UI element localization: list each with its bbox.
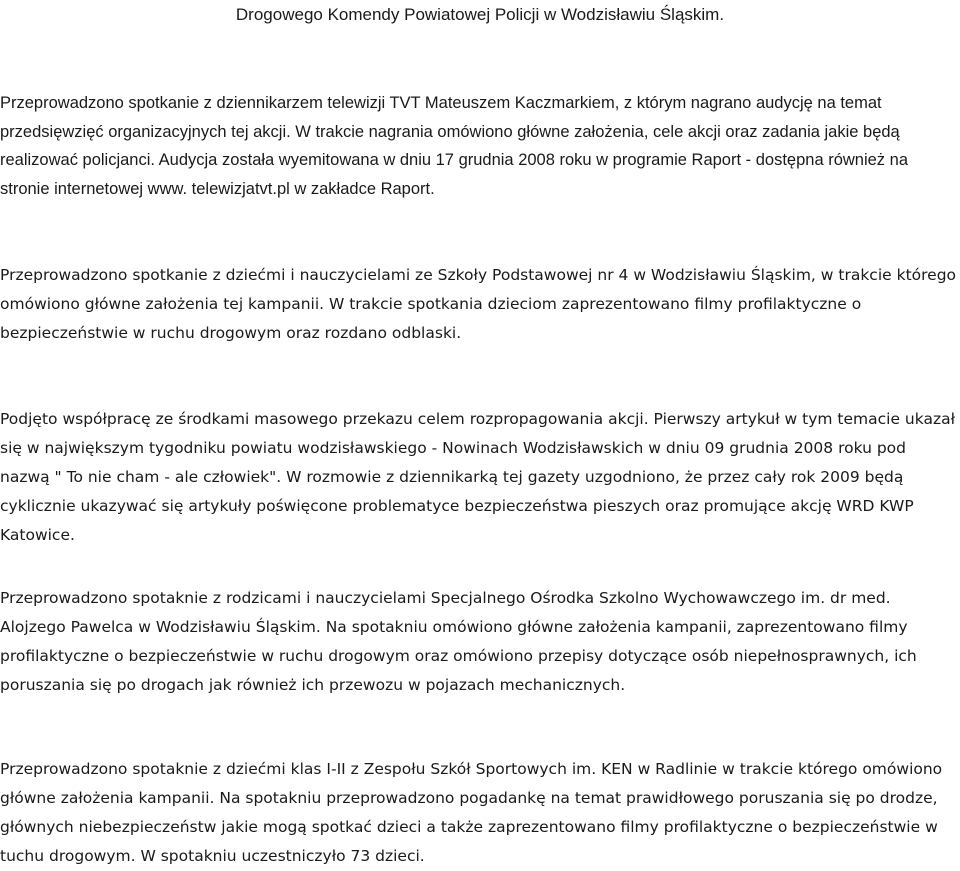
paragraph-media-cooperation: Podjęto współpracę ze środkami masowego przekazu celem rozpropagowania akcji. Pierwszy artykuł w tym temacie ukazał się w największym tygodniku powiatu wodzisławskiego - Nowinach Wodzisławskich w dniu 09 grudnia 2008 roku pod nazwą " To nie cham - ale człowiek". W rozmowie z dziennikarką tej gazety uzgodniono, że przez cały rok 2009 będą cyklicznie ukazywać się artykuły poświęcone problematyce bezpieczeństwa pieszych oraz promujące akcję WRD KWP Katowice. <box>0 410 955 544</box>
paragraph-tvt-interview: Przeprowadzono spotkanie z dziennikarzem telewizji TVT Mateuszem Kaczmarkiem, z którym nagrano audycję na temat przedsięwzięć organizacyjnych tej akcji. W trakcie nagrania omówiono główne założenia, cele akcji oraz zadania jakie będą realizować policjanci. Audycja została wyemitowana w dniu 17 grudnia 2008 roku w programie Raport - dostępna również na stronie internetowej www. telewizjatvt.pl w zakładce Raport. <box>0 94 908 198</box>
paragraph-special-school-meeting: Przeprowadzono spotaknie z rodzicami i nauczycielami Specjalnego Ośrodka Szkolno Wychowawczego im. dr med. Alojzego Pawelca w Wodzisławiu Śląskim. Na spotakniu omówiono główne założenia kampanii, zaprezentowano filmy profilaktyczne o bezpieczeństwie w ruchu drogowym oraz omówiono przepisy dotyczące osób niepełnosprawnych, ich poruszania się po drogach jak również ich przewozu w pojazach mechanicznych. <box>0 589 917 694</box>
paragraph-school-meeting: Przeprowadzono spotkanie z dziećmi i nauczycielami ze Szkoły Podstawowej nr 4 w Wodzisławiu Śląskim, w trakcie którego omówiono główne założenia tej kampanii. W trakcie spotkania dzieciom zaprezentowano filmy profilaktyczne o bezpieczeństwie w ruchu drogowym oraz rozdano odblaski. <box>0 266 957 342</box>
paragraph-radlin-school-meeting: Przeprowadzono spotaknie z dziećmi klas I-II z Zespołu Szkół Sportowych im. KEN w Radlinie w trakcie którego omówiono główne założenia kampanii. Na spotakniu przeprowadzono pogadankę na temat prawidłowego poruszania się po drodze, głównych niebezpieczeństw jakie mogą spotkać dzieci a także zaprezentowano filmy profilaktyczne o bezpieczeństwie w tuchu drogowym. W spotakniu uczestniczyło 73 dzieci. <box>0 760 943 865</box>
page-heading: Drogowego Komendy Powiatowej Policji w Wodzisławiu Śląskim. <box>235 5 725 24</box>
